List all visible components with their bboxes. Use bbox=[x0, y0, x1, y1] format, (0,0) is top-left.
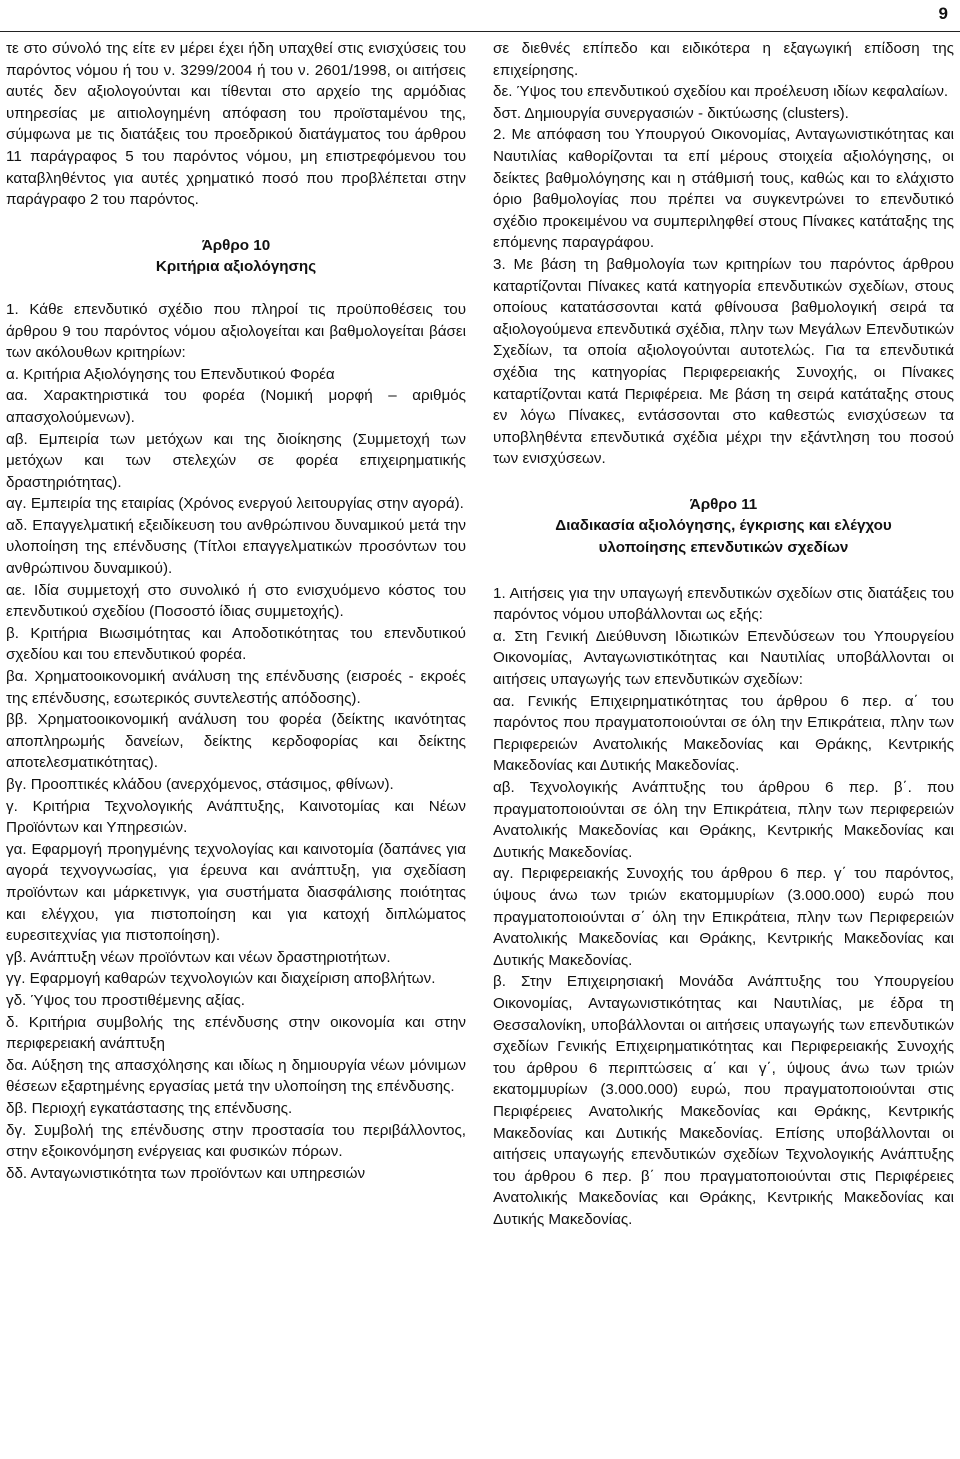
paragraph: αβ. Εμπειρία των μετόχων και της διοίκησης (Συμμετοχή των μετόχων και των στελεχών σε φορέα επιχειρηματικής δραστηριότητας). bbox=[6, 430, 466, 491]
article-11-subtitle-line2: υλοποίησης επενδυτικών σχεδίων bbox=[598, 539, 849, 557]
paragraph: γα. Εφαρμογή προηγμένης τεχνολογίας και καινοτομία (δαπάνες για αγορά τεχνογνωσίας, για έρευνα και ανάπτυξη, για σχεδίαση προϊόντων και μάρκετινγκ, για συστήματα διασφάλισης ποιότητας και ελέγχου, για πιστοποίηση και για κατοχή διπλώματος ευρεσιτεχνίας για πιστοποίηση). bbox=[6, 840, 466, 945]
page-number: 9 bbox=[938, 4, 948, 23]
intro-paragraph: τε στο σύνολό της είτε εν μέρει έχει ήδη υπαχθεί στις ενισχύσεις του παρόντος νόμου ή του ν. 3299/2004 ή του ν. 2601/1998, οι αιτήσεις αυτές δεν αξιολογούνται και τίθενται στο αρχείο της αρμόδιας υπηρεσίας με αιτιολογημένη απόφαση του προϊσταμένου της, σύμφωνα με τις διατάξεις του προεδρικού διατάγματος του άρθρου 11 παράγραφος 5 του παρόντος νόμου, μη επιστρεφόμενου του καταβληθέντος για αυτές χρηματικό ποσό που προβλέπεται στην παράγραφο 2 του παρόντος. bbox=[6, 40, 466, 209]
paragraph: αα. Γενικής Επιχειρηματικότητας του άρθρου 6 περ. α΄ του παρόντος που πραγματοποιούνται σε όλη την Επικράτεια, πλην των Περιφερειών Ανατολικής Μακεδονίας και Θράκης, Κεντρικής Μακεδονίας και Δυτικής Μακεδονίας. bbox=[493, 692, 954, 775]
paragraph: δβ. Περιοχή εγκατάστασης της επένδυσης. bbox=[6, 1099, 293, 1117]
paragraph: δα. Αύξηση της απασχόλησης και ιδίως η δημιουργία νέων μόνιμων θέσεων εξαρτημένης εργασίας μετά την υλοποίηση της επένδυσης. bbox=[6, 1056, 466, 1096]
paragraph: δ. Κριτήρια συμβολής της επένδυσης στην οικονομία και στην περιφερειακή ανάπτυξη bbox=[6, 1013, 466, 1053]
paragraph: αε. Ιδία συμμετοχή στο συνολικό ή στο ενισχυόμενο κόστος του επενδυτικού σχεδίου (Ποσοστό ίδιας συμμετοχής). bbox=[6, 581, 466, 621]
paragraph: 1. Κάθε επενδυτικό σχέδιο που πληροί τις προϋποθέσεις του άρθρου 9 του παρόντος νόμου αξιολογείται και βαθμολογείται βάσει των ακόλουθων κριτηρίων: bbox=[6, 300, 466, 362]
paragraph: α. Κριτήρια Αξιολόγησης του Επενδυτικού Φορέα bbox=[6, 365, 335, 383]
paragraph: σε διεθνές επίπεδο και ειδικότερα η εξαγωγική επίδοση της επιχείρησης. bbox=[493, 40, 954, 79]
paragraph: δε. Ύψος του επενδυτικού σχεδίου και προέλευση ιδίων κεφαλαίων. bbox=[493, 83, 949, 101]
paragraph: γ. Κριτήρια Τεχνολογικής Ανάπτυξης, Καινοτομίας και Νέων Προϊόντων και Υπηρεσιών. bbox=[6, 797, 466, 837]
paragraph: α. Στη Γενική Διεύθυνση Ιδιωτικών Επενδύσεων του Υπουργείου Οικονομίας, Ανταγωνιστικότητας και Ναυτιλίας υποβάλλονται οι αιτήσεις υπαγωγής των επενδυτικών σχεδίων: bbox=[493, 627, 954, 689]
paragraph: γβ. Ανάπτυξη νέων προϊόντων και νέων δραστηριοτήτων. bbox=[6, 948, 391, 966]
paragraph: δδ. Ανταγωνιστικότητα των προϊόντων και υπηρεσιών bbox=[6, 1164, 366, 1182]
paragraph: δγ. Συμβολή της επένδυσης στην προστασία του περιβάλλοντος, στην εξοικονόμηση ενέργειας και φυσικών πόρων. bbox=[6, 1121, 466, 1161]
paragraph: ββ. Χρηματοοικονομική ανάλυση του φορέα (δείκτης ικανότητας αποπληρωμής δανείων, δείκτης κερδοφορίας και δείκτης αποτελεσματικότητας). bbox=[6, 711, 466, 772]
paragraph: γγ. Εφαρμογή καθαρών τεχνολογιών και διαχείριση αποβλήτων. bbox=[6, 970, 436, 988]
paragraph: β. Κριτήρια Βιωσιμότητας και Αποδοτικότητας του επενδυτικού σχεδίου και του επενδυτικού φορέα. bbox=[6, 624, 466, 664]
article-10-subtitle: Κριτήρια αξιολόγησης bbox=[155, 258, 317, 276]
paragraph: γδ. Ύψος του προστιθέμενης αξίας. bbox=[6, 991, 245, 1009]
paragraph: αγ. Εμπειρία της εταιρίας (Χρόνος ενεργού λειτουργίας στην αγορά). bbox=[6, 495, 464, 513]
paragraph: δστ. Δημιουργία συνεργασιών - δικτύωσης (clusters). bbox=[493, 104, 849, 122]
paragraph: 1. Αιτήσεις για την υπαγωγή επενδυτικών σχεδίων στις διατάξεις του παρόντος νόμου υποβάλλονται ως εξής: bbox=[493, 584, 954, 624]
paragraph: β. Στην Επιχειρησιακή Μονάδα Ανάπτυξης του Υπουργείου Οικονομίας, Ανταγωνιστικότητας και Ναυτιλίας, με έδρα τη Θεσσαλονίκη, υποβάλλονται οι αιτήσεις υπαγωγής των επενδυτικών σχεδίων Γενικής Επιχειρηματικότητας και Περιφερειακής Συνοχής του άρθρου 6 περιπτώσεις α΄ και γ΄, ύψους άνω των τριών εκατομμυρίων (3.000.000) ευρώ, που πραγματοποιούνται στις Περιφέρειες Ανατολικής Μακεδονίας και Θράκης, Κεντρικής Μακεδονίας και Δυτικής Μακεδονίας. Επίσης υποβάλλονται οι αιτήσεις υπαγωγής επενδυτικών σχεδίων Τεχνολογικής Ανάπτυξης του άρθρου 6 περ. β΄ που πραγματοποιούνται στις Περιφέρειες Ανατολικής Μακεδονίας και Θράκης, Κεντρικής Μακεδονίας και Δυτικής Μακεδονίας. bbox=[493, 973, 954, 1228]
paragraph: 2. Με απόφαση του Υπουργού Οικονομίας, Ανταγωνιστικότητας και Ναυτιλίας καθορίζονται τα επί μέρους στοιχεία αξιολόγησης, οι δείκτες βαθμολόγησης και η στάθμισή τους, καθώς και το ελάχιστο όριο βαθμολογίας που πρέπει να συγκεντρώνει το επενδυτικό σχέδιο προκειμένου να συμπεριληφθεί στους Πίνακες κατάταξης της επόμενης παραγράφου. bbox=[493, 126, 954, 252]
paragraph: αγ. Περιφερειακής Συνοχής του άρθρου 6 περ. γ΄ του παρόντος, ύψους άνω των τριών εκατομμυρίων (3.000.000) ευρώ που πραγματοποιούνται σ΄ όλη την Επικράτεια, πλην των Περιφερειών Ανατολικής Μακεδονίας και Θράκης, Κεντρικής Μακεδονίας και Δυτικής Μακεδονίας. bbox=[493, 865, 954, 969]
paragraph: αδ. Επαγγελματική εξειδίκευση του ανθρώπινου δυναμικού μετά την υλοποίηση της επένδυσης (Τίτλοι επαγγελματικών προσόντων του ανθρώπινου δυναμικού). bbox=[6, 516, 466, 578]
paragraph: βγ. Προοπτικές κλάδου (ανερχόμενος, στάσιμος, φθίνων). bbox=[6, 776, 394, 793]
article-10-title: Άρθρο 10 bbox=[201, 236, 271, 254]
paragraph: βα. Χρηματοοικονομική ανάλυση της επένδυσης (εισροές - εκροές της επένδυσης, εσωτερικός συντελεστής απόδοσης). bbox=[6, 668, 466, 707]
article-11-title: Άρθρο 11 bbox=[689, 495, 758, 513]
paragraph: αα. Χαρακτηριστικά του φορέα (Νομική μορφή – αριθμός απασχολούμενων). bbox=[6, 387, 466, 426]
left-column bbox=[6, 38, 466, 1184]
right-column bbox=[493, 38, 954, 1230]
paragraph: αβ. Τεχνολογικής Ανάπτυξης του άρθρου 6 περ. β΄. που πραγματοποιούνται σε όλη την Επικράτεια, πλην των περιφερειών Ανατολικής Μακεδονίας και Θράκης, Κεντρικής Μακεδονίας και Δυτικής Μακεδονίας. bbox=[493, 779, 954, 861]
paragraph: 3. Με βάση τη βαθμολογία των κριτηρίων του παρόντος άρθρου καταρτίζονται Πίνακες κατά κατηγορία επενδυτικών σχεδίων, στους οποίους κατατάσσονται κατά φθίνουσα βαθμολογική σειρά τα αξιολογούμενα επενδυτικά σχέδια, πλην των Μεγάλων Επενδυτικών Σχεδίων, τα οποία αξιολογούνται αυτοτελώς. Για τα επενδυτικά σχέδια της κατηγορίας Περιφερειακής Συνοχής, οι Πίνακες καταρτίζονται κατά Περιφέρεια. Με βάση τη σειρά κατάταξης στους εν λόγω Πίνακες, εντάσσονται στο καθεστώς ενισχύσεων τα υποβληθέντα επενδυτικά σχέδια μέχρι την εξάντληση του ποσού των ενισχύσεων. bbox=[493, 255, 954, 468]
header-rule bbox=[0, 31, 960, 32]
article-11-subtitle-line1: Διαδικασία αξιολόγησης, έγκρισης και ελέγχου bbox=[555, 517, 892, 535]
